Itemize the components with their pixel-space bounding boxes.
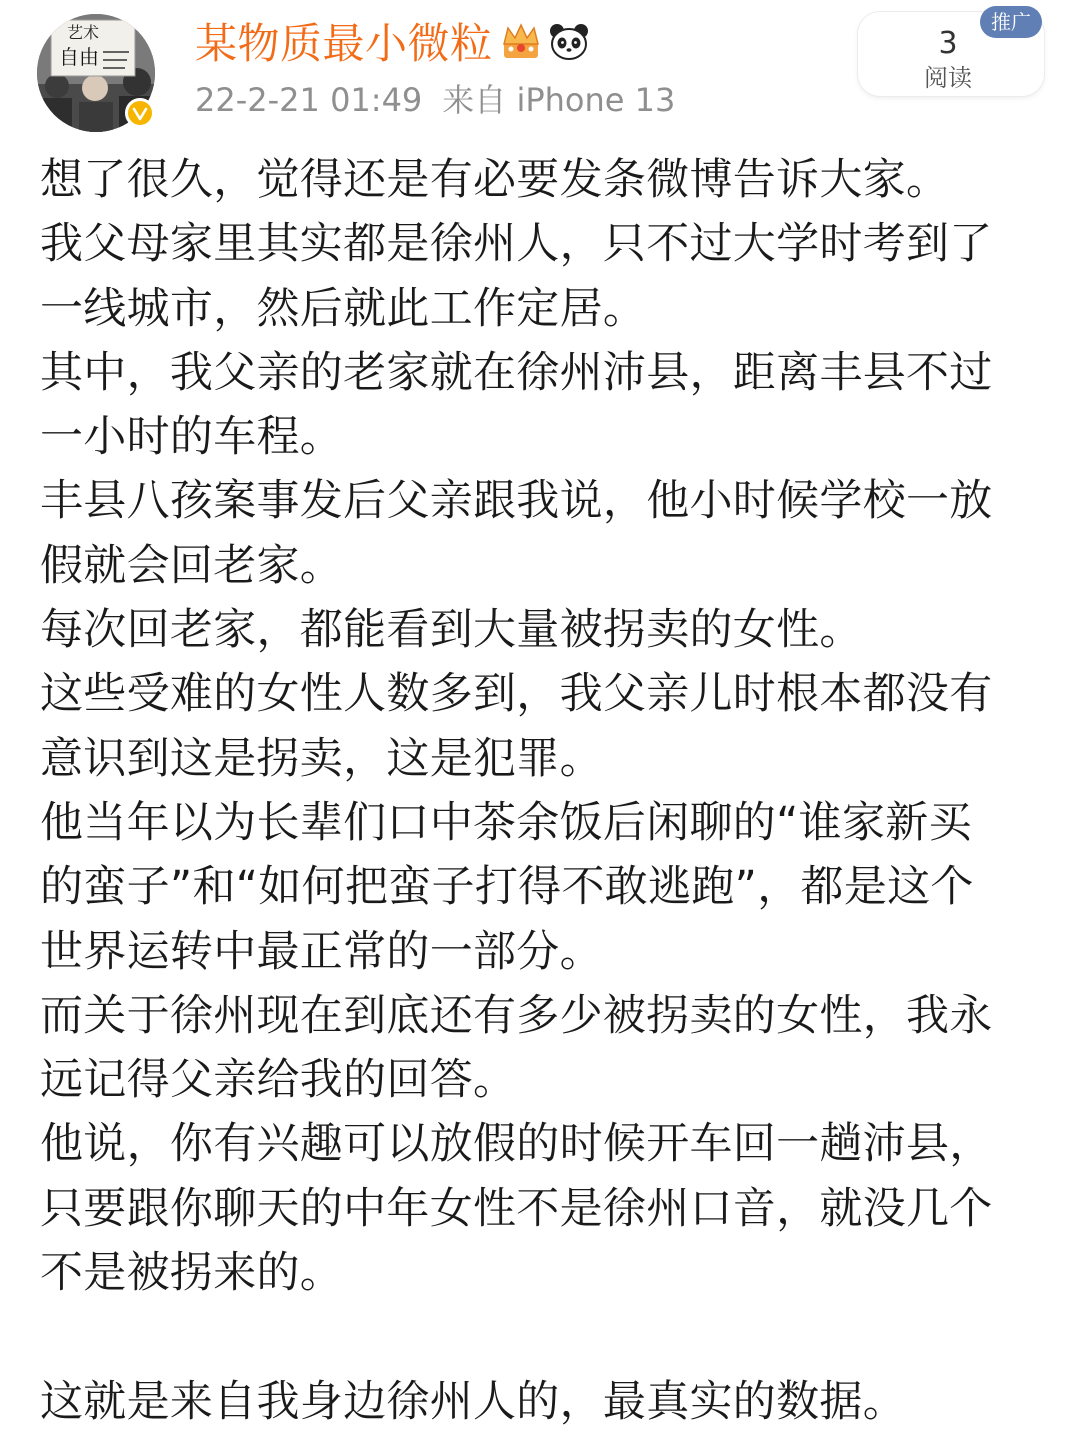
read-count: 3: [938, 26, 958, 61]
avatar-sign-line-1: 艺术: [67, 23, 100, 42]
read-label: 阅读: [924, 64, 972, 92]
post-text-line: 远记得父亲给我的回答。: [40, 1055, 517, 1106]
post-text-line: 每次回老家，都能看到大量被拐卖的女性。: [40, 605, 863, 656]
post-header: [0, 0, 1080, 135]
post-text-line: 丰县八孩案事发后父亲跟我说，他小时候学校一放: [40, 476, 993, 527]
user-badges: [500, 22, 590, 66]
avatar-sign-line-2: 自由: [59, 45, 99, 69]
post-source[interactable]: 来自 iPhone 13: [442, 81, 676, 119]
author-username[interactable]: 某物质最小微粒: [195, 19, 493, 68]
post-meta: [195, 78, 675, 122]
post-text-line: 一小时的车程。: [40, 412, 344, 463]
post-text-line: 这些受难的女性人数多到，我父亲儿时根本都没有: [40, 669, 993, 720]
post-text-line: 想了很久，觉得还是有必要发条微博告诉大家。: [40, 155, 950, 205]
post-text-line: 世界运转中最正常的一部分。: [40, 926, 603, 977]
panda-icon: [548, 22, 590, 66]
post-timestamp: 22-2-21 01:49: [195, 81, 423, 119]
author-avatar[interactable]: [37, 14, 155, 132]
post-text-line: 而关于徐州现在到底还有多少被拐卖的女性，我永: [40, 990, 993, 1041]
post-text-line: 一线城市，然后就此工作定居。: [40, 283, 647, 334]
post-text-line: 只要跟你聊天的中年女性不是徐州口音，就没几个: [40, 1183, 993, 1234]
post-text-line: 其中，我父亲的老家就在徐州沛县，距离丰县不过: [40, 347, 993, 398]
post-text-line: [40, 1305, 1040, 1369]
post-text-line: 这就是来自我身边徐州人的，最真实的数据。: [40, 1376, 906, 1427]
crown-icon: [500, 22, 542, 66]
post-text-line: 的蛮子”和“如何把蛮子打得不敢逃跑”，都是这个: [40, 862, 974, 913]
post-body: [40, 148, 1040, 1434]
post-text-line: 不是被拐来的。: [40, 1248, 344, 1299]
post-text-line: 假就会回老家。: [40, 540, 344, 591]
post-text-line: 他说，你有兴趣可以放假的时候开车回一趟沛县，: [40, 1119, 993, 1170]
post-text-line: 他当年以为长辈们口中茶余饭后闲聊的“谁家新买: [40, 797, 972, 848]
promo-tag[interactable]: 推广: [980, 6, 1042, 38]
post-text-line: 我父母家里其实都是徐州人，只不过大学时考到了: [40, 219, 993, 270]
verified-badge-icon: [125, 98, 155, 128]
post-text-line: 意识到这是拐卖，这是犯罪。: [40, 733, 603, 784]
